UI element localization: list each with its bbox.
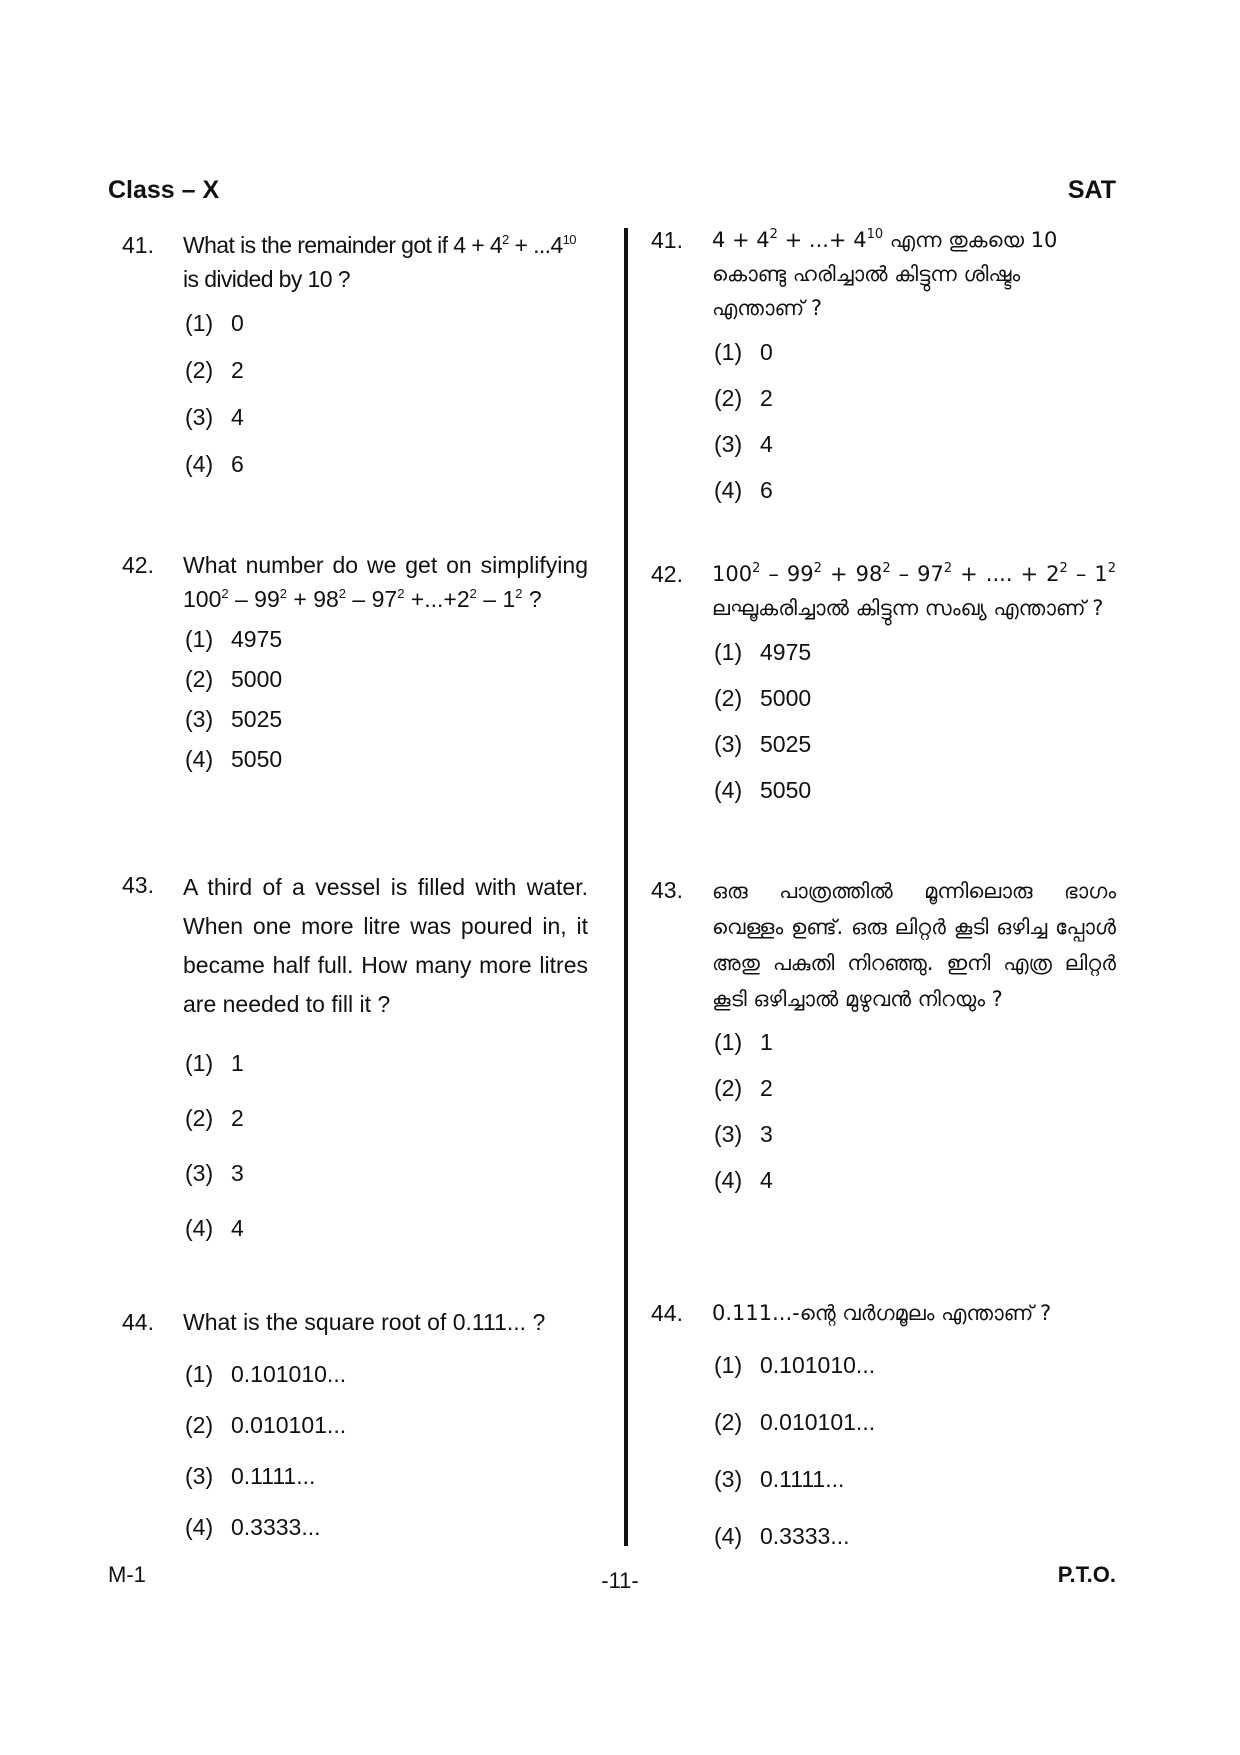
options-list xyxy=(714,635,1116,819)
question-43-ml xyxy=(651,873,1116,1209)
question-41-en xyxy=(122,228,588,494)
question-number: 42. xyxy=(651,561,683,587)
footer-pto: P.T.O. xyxy=(1057,1562,1116,1587)
question-text: What is the square root of 0.111... ? xyxy=(183,1309,546,1335)
option: (2) 2 xyxy=(714,385,773,411)
option: (4) 0.3333... xyxy=(714,1523,850,1549)
option: (4) 5050 xyxy=(185,746,283,772)
option: (1) 4975 xyxy=(714,639,812,665)
option: (3) 4 xyxy=(714,431,773,457)
question-41-ml xyxy=(651,223,1116,519)
page-number: -11- xyxy=(601,1568,639,1593)
option: (3) 0.1111... xyxy=(714,1466,845,1492)
question-number: 43. xyxy=(122,872,154,898)
question-42-ml xyxy=(651,557,1116,819)
option: (1) 1 xyxy=(714,1029,773,1055)
column-divider xyxy=(624,228,628,1546)
option: (2) 0.010101... xyxy=(185,1412,347,1438)
header-class: Class – X xyxy=(108,176,220,204)
options-list xyxy=(185,1046,588,1266)
question-number: 44. xyxy=(651,1300,683,1326)
option: (3) 5025 xyxy=(714,731,812,757)
question-number: 41. xyxy=(122,232,154,258)
option: (2) 2 xyxy=(714,1075,773,1101)
option: (1) 1 xyxy=(185,1050,244,1076)
option: (4) 5050 xyxy=(714,777,812,803)
question-number: 42. xyxy=(122,552,154,578)
option: (3) 0.1111... xyxy=(185,1463,316,1489)
options-list xyxy=(714,1348,1116,1576)
option: (4) 4 xyxy=(714,1167,773,1193)
footer-code: M-1 xyxy=(108,1562,146,1587)
option: (2) 2 xyxy=(185,1105,244,1131)
option: (1) 0 xyxy=(714,339,773,365)
question-text: 0.111...-ന്റെ വർഗമൂലം എന്താണ് ? xyxy=(712,1301,1052,1325)
option: (3) 5025 xyxy=(185,706,283,732)
option: (1) 0 xyxy=(185,310,244,336)
question-number: 41. xyxy=(651,227,683,253)
question-text: What number do we get on simplifying $100^2 - 99^2 + 98^2 - 97^2 +...+2^2 - 1^2$ ? xyxy=(183,552,588,612)
option: (4) 4 xyxy=(185,1215,244,1241)
question-number: 43. xyxy=(651,877,683,903)
option: (1) 4975 xyxy=(185,626,283,652)
question-44-ml xyxy=(651,1296,1116,1576)
option: (2) 5000 xyxy=(714,685,812,711)
option: (3) 3 xyxy=(714,1121,773,1147)
options-list xyxy=(185,622,588,782)
option: (4) 0.3333... xyxy=(185,1514,321,1540)
option: (1) 0.101010... xyxy=(185,1361,347,1387)
option: (2) 0.010101... xyxy=(714,1409,876,1435)
question-text: What is the remainder got if $4 + 4^2 + ...4^{10}$ is divided by 10 ? xyxy=(183,232,576,292)
option: (4) 6 xyxy=(185,451,244,477)
option: (3) 4 xyxy=(185,404,244,430)
question-number: 44. xyxy=(122,1309,154,1335)
option: (4) 6 xyxy=(714,477,773,503)
option: (1) 0.101010... xyxy=(714,1352,876,1378)
header-exam: SAT xyxy=(1067,176,1116,204)
options-list xyxy=(714,335,1116,519)
option: (2) 5000 xyxy=(185,666,283,692)
options-list xyxy=(714,1025,1116,1209)
option: (3) 3 xyxy=(185,1160,244,1186)
question-text: $100^2 - 99^2 + 98^2 - 97^2$ + .... + $2^2 - 1^2$ ലഘൂകരിച്ചാൽ കിട്ടുന്ന സംഖ്യ എന്താണ് ? xyxy=(712,561,1116,620)
options-list xyxy=(185,1357,588,1561)
question-text: ഒരു പാത്രത്തിൽ മൂന്നിലൊരു ഭാഗം വെള്ളം ഉണ്ട്. ഒരു ലിറ്റർ കൂടി ഒഴിച്ച പ്പോൾ അതു പകുതി നിറഞ്ഞു. ഇനി എത്ര ലിറ്റർ കൂടി ഒഴിച്ചാൽ മുഴുവൻ നിറയും ? xyxy=(712,879,1116,1011)
question-text: A third of a vessel is filled with water. When one more litre was poured in, it became half full. How many more litres are needed to fill it ? xyxy=(183,874,588,1017)
question-text: $4 + 4^2$ + ...+ $4^{10}$ എന്ന തുകയെ 10 കൊണ്ടു ഹരിച്ചാൽ കിട്ടുന്ന ശിഷ്ടം എന്താണ് ? xyxy=(712,227,1058,320)
question-44-en xyxy=(122,1305,588,1561)
option: (2) 2 xyxy=(185,357,244,383)
question-43-en xyxy=(122,868,588,1266)
question-42-en xyxy=(122,548,588,782)
options-list xyxy=(185,306,588,494)
